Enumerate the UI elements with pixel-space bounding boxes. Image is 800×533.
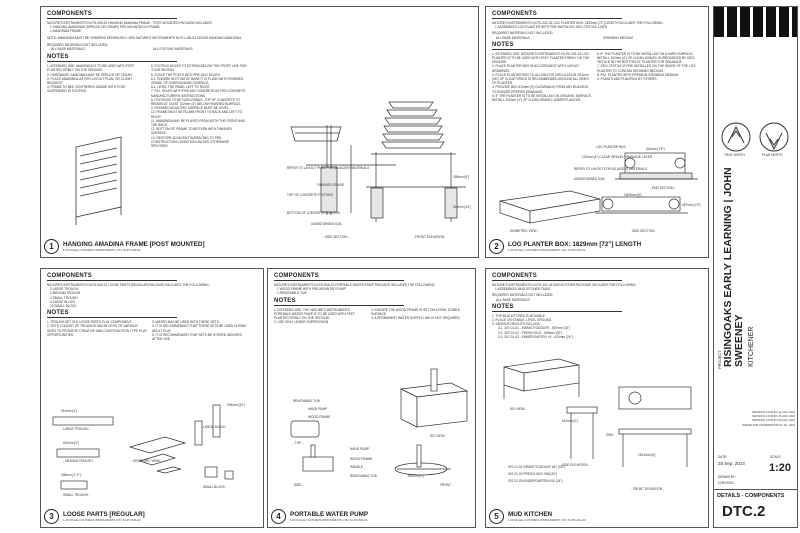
label: - ISO VIEW - [428,434,447,438]
detail-number: 4 [271,509,286,524]
notes-heading: NOTES [492,41,514,48]
panel-caption [44,509,145,524]
components-heading: COMPONENTS [492,11,538,17]
title-block [713,6,798,528]
label: - LARGE BLOCK - [201,425,228,429]
component-item: 1 ASSEMBLED LOG PLANTER WITH PRE-INSTALLED GEO-TEXTILE LINER [495,25,608,30]
note: 3. PLACE AMADINDA AS PER LAYOUT PLAN, OR CLIENT REQUEST. [47,76,133,86]
detail-number: 5 [489,509,504,524]
note: 2. SETS CONSIST OF TROUGHS AND BLOCKS OF VARIOUS SIZES TO PROMOTE CREATIVE AND CONSTRUCTION TYPE PLAY OPPORTUNITIES. [47,324,147,337]
label: HANDLE [350,465,363,469]
label: 514mm [1'8"] [646,147,665,151]
scale-label: SCALE: [770,455,782,459]
label: REMOVABLE TUB [350,474,377,478]
sheet-number: DTC.2 [722,503,766,520]
label: - ISOMETRIC VIEW - [131,459,162,463]
note: 3. WATER MAY BE USED WITH THESE SETS. [152,320,220,325]
detail-title: LOG PLANTER BOX: 1829mm [72"] LENGTH [508,241,642,248]
components-heading: COMPONENTS [492,273,538,279]
front-elevation-drawing [361,92,471,237]
note: 7. FILL HOLES WITH PRE-MIX CONCRETE AS PER CONCRETE MANUFACTURER'S INSTRUCTIONS. [151,89,246,98]
not-included-heading: REQUIRED MATERIALS NOT INCLUDED: [47,42,109,47]
label: HAND PUMP [308,407,328,411]
note: 5. FOOTING HOLES TO EXTEND BELOW THE FROST LINE FOR YOUR REGION. [151,64,247,73]
note: 2. USE ONLY UNDER SUPERVISION. [274,320,330,325]
revision-row: REVISION 1 FOR IFC 02 AUG, 2023 [752,419,795,423]
label: 610mm [24"] [453,205,471,209]
note: 6.1. ENSURE BOTTOM OF BASE IT IS FLUSH WITH FINISHED GRADE OF SURROUNDING SURFACE. [151,76,244,86]
date-label: DATE: [718,455,728,459]
label: 1829mm [6'] [624,193,642,197]
label: 914mm [3'] [61,409,77,413]
detail-subtitle: 1:20 SCALE | NATURE'S INSTRUMENTS | PN: NI-PO-406-02 [63,248,141,252]
not-included-heading: REQUIRED MATERIALS NOT INCLUDED: [492,31,554,36]
component-item: 1 WOOD FRAME WITH PRE-MOUNTED PUMP [277,287,346,292]
note: 9. PLANTS AND PLANTING BY OTHERS. [597,77,658,82]
components-heading: COMPONENTS [47,273,93,279]
revision-row: REVISION 2 FOR IFC 15 AUG, 2023 [752,415,795,419]
note: 1. INTENDED USE: AMADINDA IS TO BE USED WITH FEET PLANTED FIRMLY ON THE GROUND. [47,64,135,73]
components-intro: NATURE'S INSTRUMENTS NI-PO-201-02 LOG PLANTER BOX: 1829mm [72"] LENGTH INCLUDES THE FOLLOWING: [492,21,664,25]
note: 6. PLACE THE POSTS INTO PRE-DUG HOLES: [151,72,221,77]
label: 610mm [2'] [562,419,578,423]
label: - MEDIUM TROUGH - [63,459,95,463]
components-heading: COMPONENTS [47,11,93,17]
notes-heading: NOTES [492,303,514,310]
detail-subtitle: 1:20 SCALE | NATURE'S INSTRUMENTS | PN: NI-PO-301-03 [508,518,586,522]
label: WOOD FRAME [308,415,331,419]
detail-subtitle: 1:20 SCALE | NATURE'S INSTRUMENTS | PN: NI-PO-201-02 [508,248,586,252]
components-intro: NATURE'S INSTRUMENTS NI-PO-806-01 PORTABLE WATER PUMP PACKAGE INCLUDES THE FOLLOWING: [274,283,436,287]
not-included-item: GROWING MEDIUM [603,35,633,40]
project-label: PROJECT [717,350,722,369]
note: 4. A PERMANENT WATER SUPPLY LINE IS NOT REQUIRED. [371,316,461,321]
detail-number: 2 [489,239,504,254]
note: 5. IT IS RECOMMENDED THAT SETS BE STORED INDOORS AFTER USE. [152,332,242,342]
true-north-label: TRUE NORTH [724,153,745,157]
label: 305mm [1'-0"] [61,473,81,477]
label: BOTTOM OF CONCRETE FOOTING [287,211,341,215]
label: - ISO VIEW - [508,407,527,411]
label: 254mm [10"] [227,403,245,407]
components-intro: NATURE'S INSTRUMENTS NI-PO-406-02 HANGING AMADINA FRAME - POST MOUNTED PACKAGE INCLUDES: [47,21,213,25]
label: 307-01-01 INFANT/TODDLER 457 (18") [508,465,565,469]
components-heading: COMPONENTS [274,273,320,279]
label: TOP OF CONCRETE FOOTING [287,193,333,197]
note: 3. VARIOUS HEIGHTS INCLUDE: [492,322,541,327]
note: 6. IF THE PLANTER IS TO BE INSTALLED ON A HARD SURFACE, INSTALL 102mm (4") OF CLEAN GRAVEL SURROUNDED BY GEO-TEXTILE IN THE BOTTOM OF PLANTER FOR DRAINAGE. [597,51,696,65]
label: - SIDE SECTION - [630,229,657,233]
label: UNDISTURBED SOIL [574,177,606,181]
note-extra: NOTE: AMADINDA MUST BE ORDERED SEPARATELY. SEE NATURE'S INSTRUMENTS NI-PO-406-03 CEDAR HANGING AMADINDA. [47,35,243,40]
note: 3. PLACE PLANTER BOX TO ALLOW FOR CIRCULATION. 914mm (36") OF CLEAR SPACE IS RECOMMENDED AROUND ALL SIDES OF PLANTER. [492,72,589,86]
note: 9. FINISHED ADJACENT SURFACE MUST BE LEVEL. [151,106,230,111]
component-item: 1 REMOVABLE TUB [277,291,307,296]
component-item: 10 SMALL BLOCK [50,304,77,309]
detail-title: MUD KITCHEN [508,511,553,518]
detail-subtitle: 1:20 SCALE | NATURE'S INSTRUMENTS | PN: NI-PO-806-01 [290,518,368,522]
label: - SIDE - [292,483,304,487]
panel-caption [44,239,205,254]
label: - FRONT ELEVATION - [631,487,665,491]
label: 307-01-02 PRESCHOOL 508 (20") [508,472,558,476]
label: - FRONT - [438,483,453,487]
date-value: 28 Sep, 2023 [718,461,745,466]
not-included-item: ALL BASE MATERIALS [496,35,530,40]
component-item: 2 SMALL TROUGH [50,295,78,300]
panel-caption [489,509,585,524]
note: 4. PROVIDE MIN. 610mm (2') CLEARANCE FROM ANY BUILDING TO ENSURE PROPER DRAINAGE. [492,85,589,94]
not-included-item: ALL BASE MATERIALS [51,47,85,52]
label: REFER TO LAYOUT PLAN FOR ADJACENT MATERIALS [287,166,370,170]
component-item: 1 AMADINDA FRAME [50,29,82,34]
title-block-header-band [714,7,797,37]
note: 3.2. 307-01-02 - PRESCHOOL - 508mm [20"] [498,330,563,335]
note: 6.2. LEVEL THE PANEL LEFT TO RIGHT. [151,85,211,90]
detail-number: 3 [44,509,59,524]
panel-1 [40,6,479,258]
sheet-title: DETAILS - COMPONENTS [717,493,785,499]
label: UNDISTURBED SOIL [311,222,343,226]
note: 5. IF THE PLANTER IS TO BE INSTALLED ON ORGANIC SURFACE, INSTALL 102mm (4") OF CLEAR GRAVEL UNDER PLANTER. [492,93,592,103]
revision-list [716,411,795,428]
detail-title: LOOSE PARTS [REGULAR] [63,511,145,518]
note: 2. HARDWARE: AMADINDA MAY BE SPRUCE OR CEDAR. [47,72,133,77]
drawn-by-label: DRAWN BY: [718,475,736,479]
label: - LARGE TROUGH - [61,427,91,431]
not-included-item: ALL BASE MATERIALS [496,297,530,302]
label: - TOP - [293,441,304,445]
label: 102mm (4") CLEAR GRAVEL DRAINAGE LAYER [582,155,653,159]
label: HAND PUMP [350,447,370,451]
label: - ISOMETRIC VIEW - [508,229,539,233]
amadinda-frame-drawing [66,132,136,227]
panel-caption [271,509,368,524]
label: - FRONT ELEVATION - [413,235,447,239]
label: 155mm [6"] [453,175,470,179]
note: 12. BOTTOM OF FRAME TO BE EVEN WITH FINISHED SURFACE. [151,127,232,136]
label: WOOD FRAME [350,457,373,461]
note: 4. IT IS RECOMMENDED THAT THESE SETS BE USED DURING ADULT PLAY. [152,324,247,333]
note: 13. RESTORE ADJACENT SURFACING TO PRE-CONSTRUCTION CONDITION UNLESS OTHERWISE SPECIFIED. [151,135,230,149]
components-intro: NATURE'S INSTRUMENTS NI-PO-301-03 MUD KITCHEN PACKAGE INCLUDES THE FOLLOWING: [492,283,637,287]
component-item: 2 MEDIUM TROUGH [50,291,81,296]
scale-value: 1:20 [769,462,792,474]
note: 3.3. 307-01-03 - KINDERGARTEN +E - 610mm [24"] [498,334,573,339]
note: 3. ENSURE THE WOOD FRAME IS SET ON A FIRM, STABLE SURFACE. [371,307,460,316]
panel-4 [267,268,476,528]
north-arrow-icons [714,97,797,177]
label: FINISHED GRADE [317,183,345,187]
detail-title: HANGING AMADINA FRAME [POST MOUNTED] [63,241,205,248]
revision-row: ISSUED FOR COORDINATION 21 JUL, 2023 [742,423,795,427]
notes-heading: NOTES [47,310,69,317]
component-item: 4 LARGE BLOCK [50,299,76,304]
note: 3.1. 307-01-01 - INFANT/TODDLER - 457mm [18"] [498,326,570,331]
label: REFER TO LAYOUT FOR ADJACENT MATERIALS [574,167,648,171]
notes-heading: NOTES [47,54,69,61]
components-intro: NATURE'S INSTRUMENTS NI-PO-506-02 LOOSE PARTS [REGULAR] PACKAGE INCLUDES THE FOLLOWING: [47,283,210,287]
detail-title: PORTABLE WATER PUMP [290,511,369,518]
component-item: 1 ASSEMBLED MUD KITCHEN TABLE [495,287,551,292]
component-item: 2 LARGE TROUGH [50,287,79,292]
component-item: 1 HANGING AMADINDA (SPRUCE OR CEDAR) PRE-MOUNTED IN FRAME [50,25,160,30]
note: 7. GEO-TEXTILE IS PRE-INSTALLED ON THE INSIDE OF THE LOG PLANTER TO CONTAIN GROWING MEDIUM. [597,64,696,73]
not-included-item: ALL FOOTING MATERIALS [153,47,193,52]
note: 1. INTENDED USE: THE NATURE'S INSTRUMENTS PORTABLE WATER PUMP IS TO BE USED WITH FEET PLANTED FIRMLY ON THE GROUND. [274,307,355,321]
label: REMOVABLE TUB [293,399,320,403]
label: - END SECTION - [650,186,676,190]
panel-caption [489,239,641,254]
note: 8. FILL PLANTER WITH PREMIUM GROWING MEDIUM. [597,72,679,77]
label: 457mm [1'6"] [682,203,701,207]
project-location: KITCHENER [748,326,755,367]
note: 8. FOOTINGS TO BE NON-VISIBLE. TOP OF CONCRETE TO REMAIN AT LEAST 102mm (4") BELOW FINISHED SURFACE. [151,97,242,107]
checked-label: CHECKED: [718,481,735,485]
label: 1524mm [5'] [638,453,656,457]
note: 10. FRAME MUST BE PLUMB FRONT TO BACK AND LEFT TO RIGHT. [151,110,243,119]
label: 307-01-03 KINDERGARTEN 610 (24") [508,479,563,483]
panel-3 [40,268,264,528]
label: 610mm [2'] [408,474,424,478]
project-name: RISINGOAKS EARLY LEARNING | JOHN SWEENEY [722,167,745,367]
note: 4. FRAME TO BEE CENTRERED GRADE WITH POST SUSPENDED IN FOOTING. [47,85,126,94]
note: 2. PLACE PLANTER BOX IN ACCORDANCE WITH LAYOUT DRAWINGS. [492,64,580,73]
plan-north-label: PLAN NORTH [762,153,783,157]
label: - SMALL BLOCK - [201,485,227,489]
label: - SIDE SECTION - [323,235,350,239]
note: 1. INTENDED USE: NATURE'S INSTRUMENTS NI-PO-201-02 LOG PLANTER IS TO BE USED WITH FEET PLANTED FIRMLY ON THE GROUND. [492,51,590,65]
label: - SMALL TROUGH - [61,493,90,497]
note: 2. PLACE ON STABLE, LEVEL GROUND. [492,318,553,323]
panel-5 [485,268,709,528]
revision-row: REVISION 3 FOR IFC 21 AUG, 2023 [752,411,795,414]
label: - SIDE ELEVATION - [560,463,590,467]
not-included-heading: REQUIRED MATERIALS NOT INCLUDED: [492,293,554,298]
label: LOG PLANTER BOX [596,145,626,149]
label: 610mm [2'] [63,441,79,445]
note: 1. TROUGH SET IS A LOOSE PARTS PLAY COMPONENT. [47,320,132,325]
detail-subtitle: 1:20 SCALE | NATURE'S INSTRUMENTS | PN: NI-PO-506-02 [63,518,141,522]
note: 1. THE MUD KITCHEN IS MOVABLE. [492,313,546,318]
label: SINK [606,433,614,437]
notes-heading: NOTES [274,297,296,304]
note: 11. AMADINDA MAY BE PLAYED FROM BOTH THE FRONT AND THE BACK. [151,118,245,128]
panel-2 [485,6,709,258]
detail-number: 1 [44,239,59,254]
